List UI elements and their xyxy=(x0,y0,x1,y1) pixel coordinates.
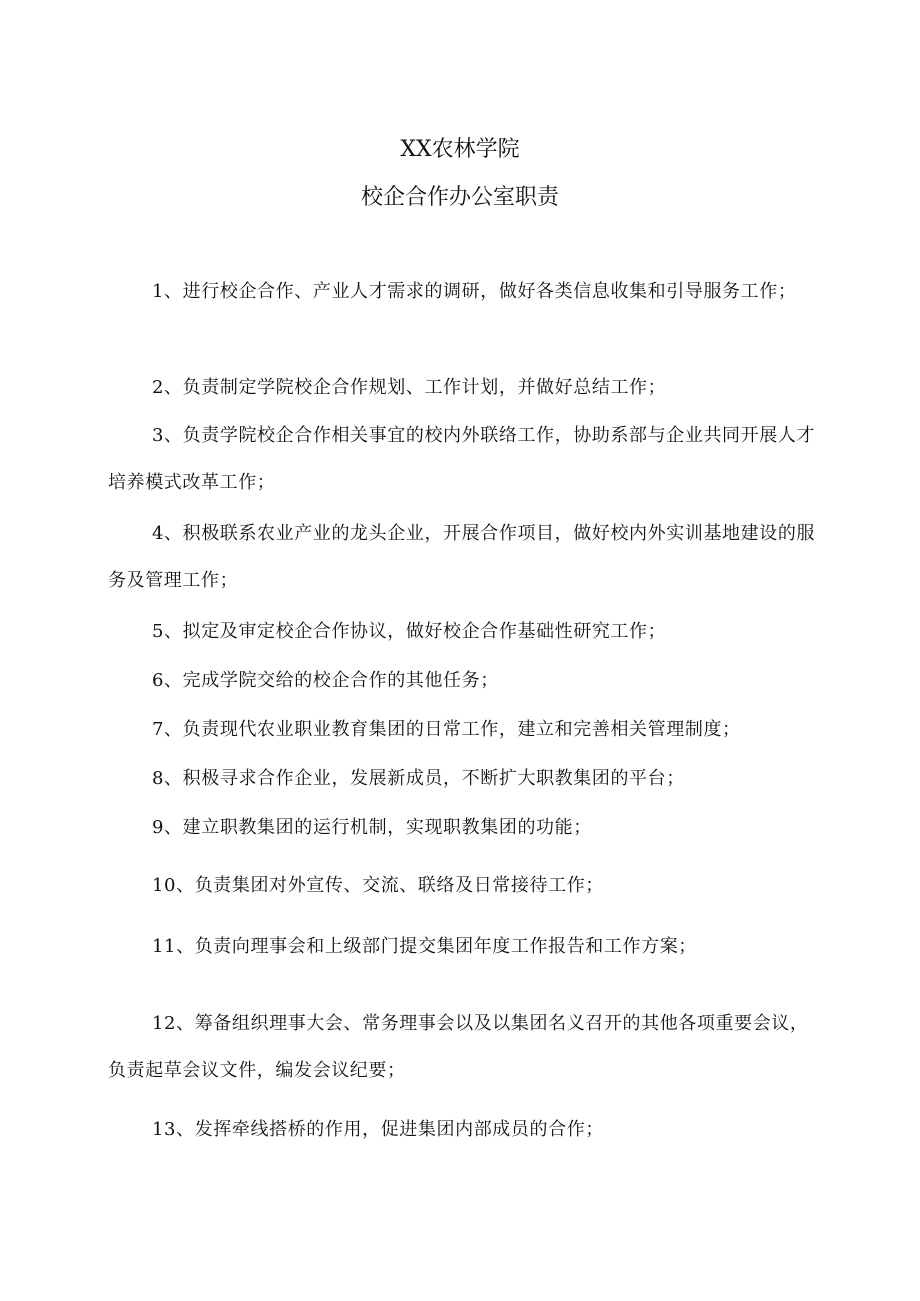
duty-item-5: 5、拟定及审定校企合作协议，做好校企合作基础性研究工作； xyxy=(152,621,667,642)
duty-item-7: 7、负责现代农业职业教育集团的日常工作，建立和完善相关管理制度； xyxy=(152,719,741,740)
document-title-office: 校企合作办公室职责 xyxy=(360,185,559,210)
duty-item-10: 10、负责集团对外宣传、交流、联络及日常接待工作； xyxy=(152,875,604,896)
duty-item-9: 9、建立职教集团的运行机制，实现职教集团的功能； xyxy=(152,817,592,838)
duty-item-1: 1、进行校企合作、产业人才需求的调研，做好各类信息收集和引导服务工作； xyxy=(152,281,797,302)
duty-item-13: 13、发挥牵线搭桥的作用，促进集团内部成员的合作； xyxy=(152,1119,604,1140)
duty-item-11: 11、负责向理事会和上级部门提交集团年度工作报告和工作方案； xyxy=(152,936,697,957)
duty-item-6: 6、完成学院交给的校企合作的其他任务； xyxy=(152,670,499,691)
duty-item-12: 12、筹备组织理事大会、常务理事会以及以集团名义召开的其他各项重要会议，负责起草会议文件，编发会议纪要； xyxy=(108,1013,809,1081)
document-title-institution: XX农林学院 xyxy=(400,137,520,162)
duty-item-2: 2、负责制定学院校企合作规划、工作计划，并做好总结工作； xyxy=(152,377,667,398)
duty-item-8: 8、积极寻求合作企业，发展新成员，不断扩大职教集团的平台； xyxy=(152,768,685,789)
duty-item-4: 4、积极联系农业产业的龙头企业，开展合作项目，做好校内外实训基地建设的服务及管理工作； xyxy=(108,523,816,591)
duty-item-3: 3、负责学院校企合作相关事宜的校内外联络工作，协助系部与企业共同开展人才培养模式改革工作； xyxy=(108,425,816,493)
